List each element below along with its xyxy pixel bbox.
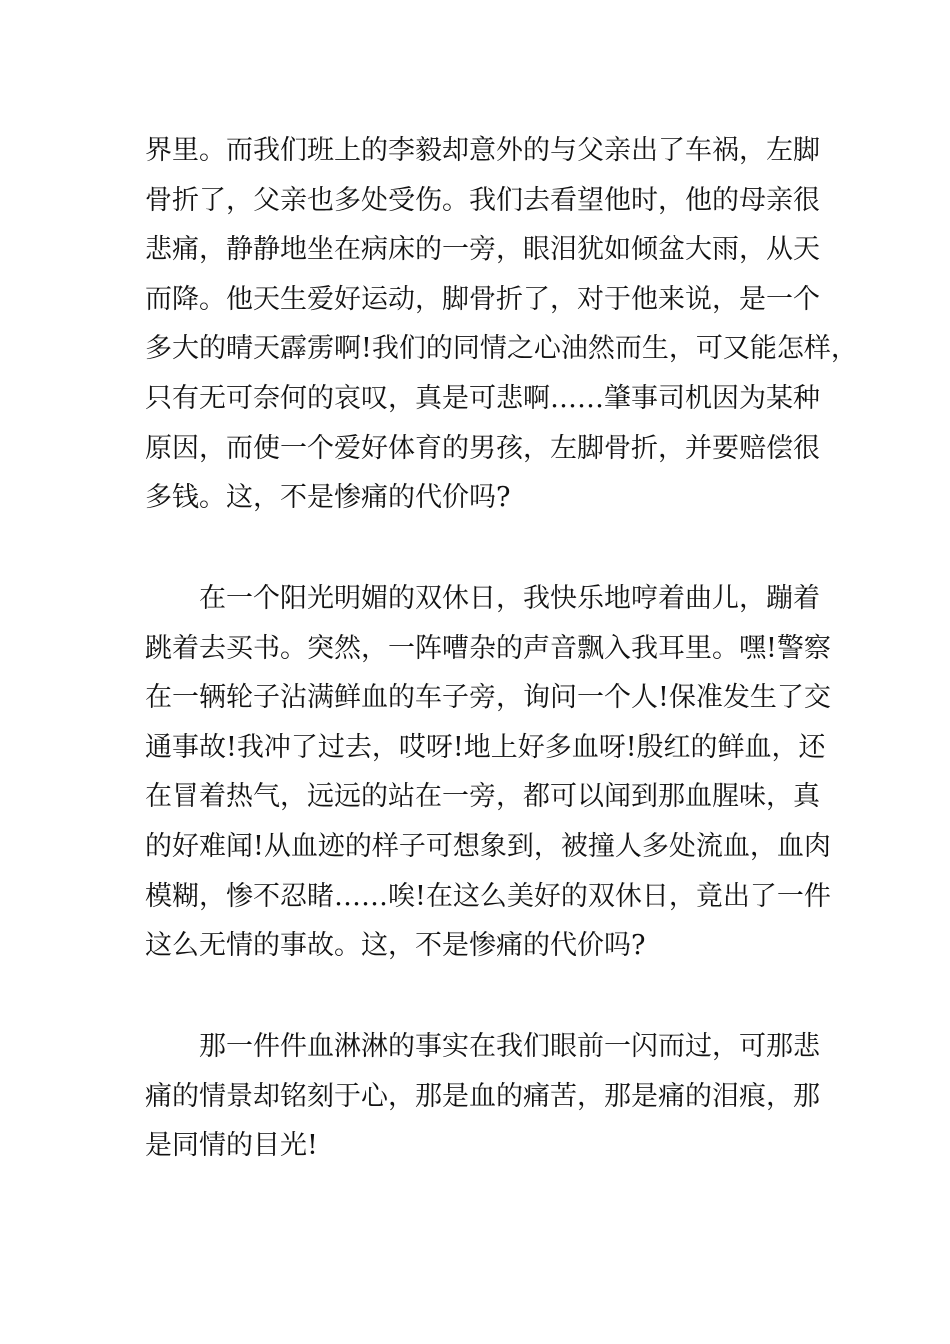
paragraph-2 xyxy=(145,574,831,971)
paragraph-line: 在一辆轮子沾满鲜血的车子旁，询问一个人!保准发生了交 xyxy=(145,682,831,714)
paragraph-line: 模糊，惨不忍睹……唉!在这么美好的双休日，竟出了一件 xyxy=(145,880,831,912)
paragraph-line: 骨折了，父亲也多处受伤。我们去看望他时，他的母亲很 xyxy=(145,184,820,216)
paragraph-line: 跳着去买书。突然，一阵嘈杂的声音飘入我耳里。嘿!警察 xyxy=(145,632,831,664)
paragraph-line: 只有无可奈何的哀叹，真是可悲啊……肇事司机因为某种 xyxy=(145,382,820,414)
paragraph-1 xyxy=(145,126,858,523)
paragraph-line: 原因，而使一个爱好体育的男孩，左脚骨折，并要赔偿很 xyxy=(145,432,820,464)
paragraph-3 xyxy=(145,1022,820,1171)
paragraph-line: 界里。而我们班上的李毅却意外的与父亲出了车祸，左脚 xyxy=(145,135,820,166)
paragraph-line: 的好难闻!从血迹的样子可想象到，被撞人多处流血，血肉 xyxy=(145,830,831,862)
paragraph-line: 多大的晴天霹雳啊!我们的同情之心油然而生，可又能怎样， xyxy=(145,333,858,365)
paragraph-line: 在冒着热气，远远的站在一旁，都可以闻到那血腥味，真 xyxy=(145,781,820,813)
paragraph-line: 痛的情景却铭刻于心，那是血的痛苦，那是痛的泪痕，那 xyxy=(145,1080,820,1112)
paragraph-line: 这么无情的事故。这，不是惨痛的代价吗? xyxy=(145,930,646,962)
paragraph-line: 多钱。这，不是惨痛的代价吗? xyxy=(145,482,511,514)
paragraph-line: 而降。他天生爱好运动，脚骨折了，对于他来说，是一个 xyxy=(145,283,820,315)
paragraph-line: 是同情的目光! xyxy=(145,1130,318,1162)
paragraph-line: 那一件件血淋淋的事实在我们眼前一闪而过，可那悲 xyxy=(199,1031,820,1062)
paragraph-line: 在一个阳光明媚的双休日，我快乐地哼着曲儿，蹦着 xyxy=(199,583,820,614)
paragraph-line: 通事故!我冲了过去，哎呀!地上好多血呀!殷红的鲜血，还 xyxy=(145,731,826,763)
paragraph-line: 悲痛，静静地坐在病床的一旁，眼泪犹如倾盆大雨，从天 xyxy=(145,234,820,266)
